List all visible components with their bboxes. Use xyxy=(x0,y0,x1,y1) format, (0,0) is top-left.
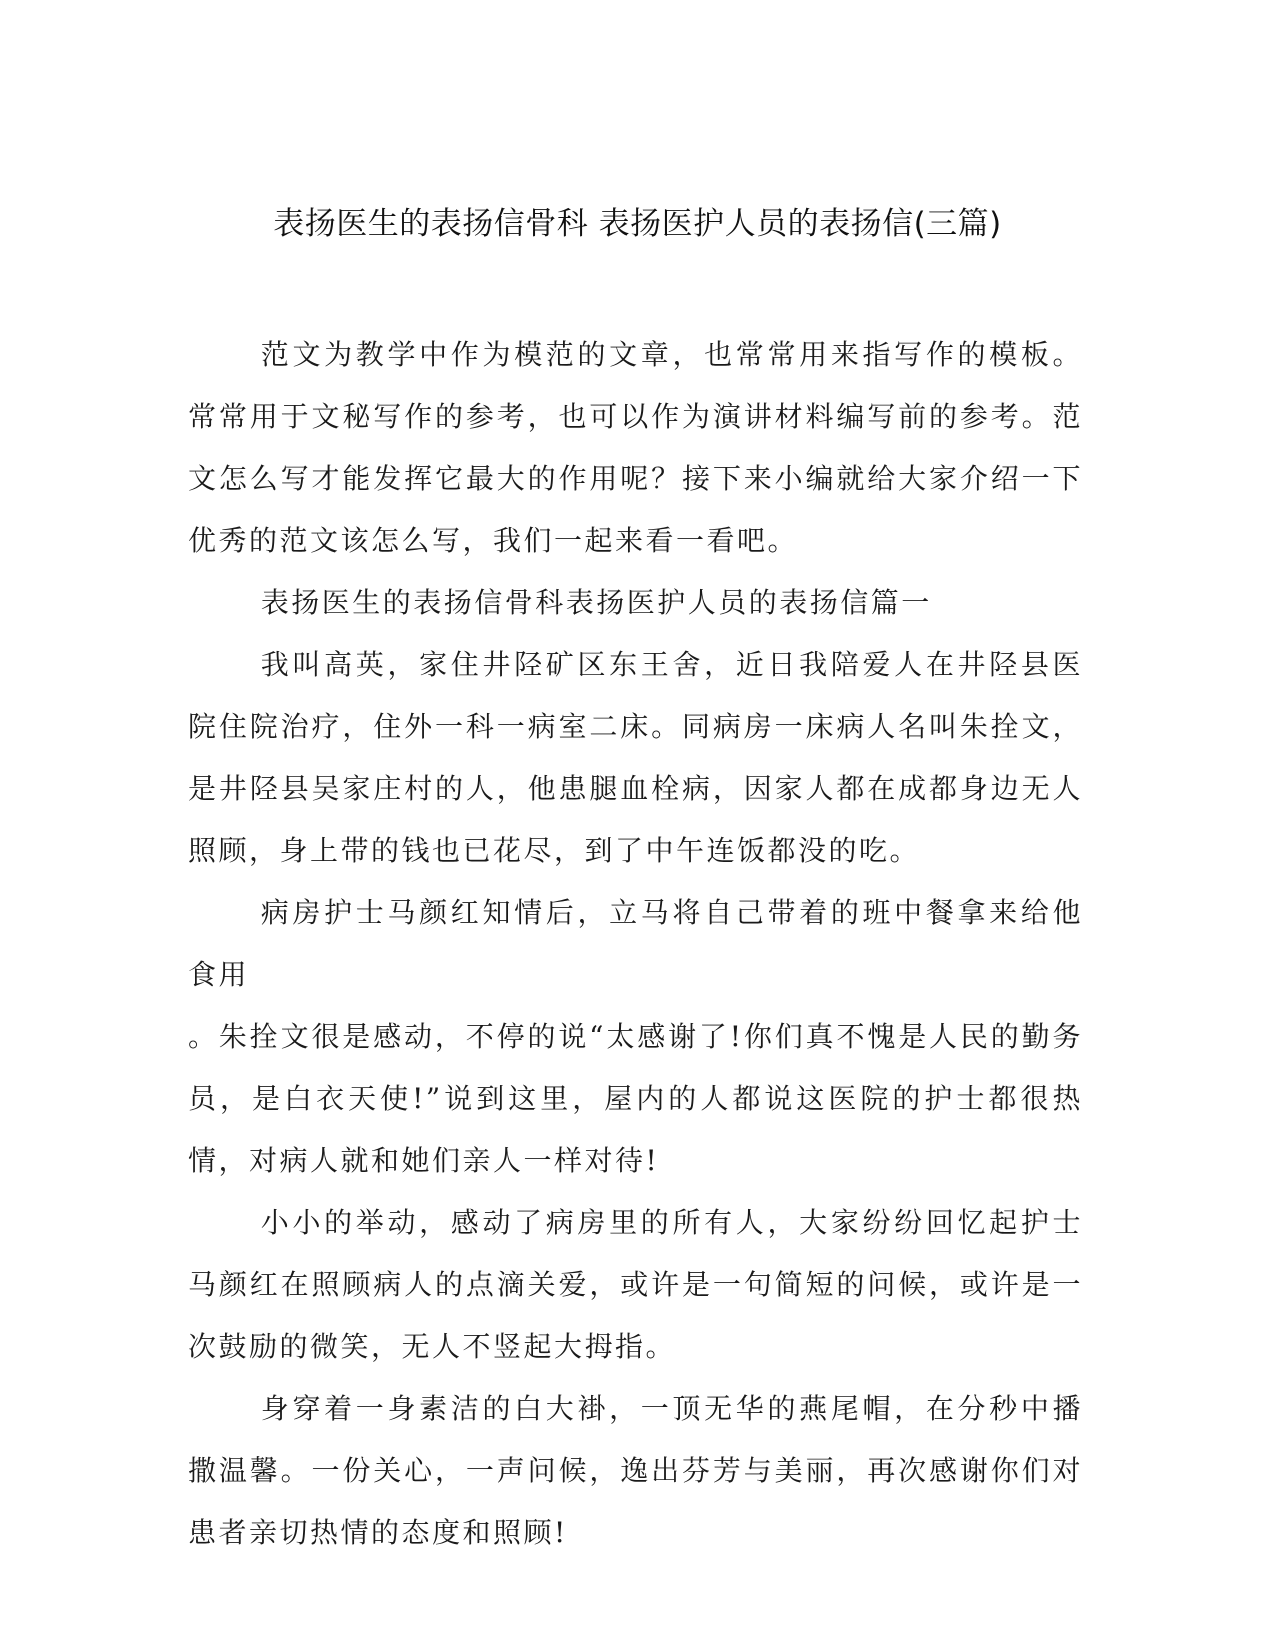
paragraph-section-heading: 表扬医生的表扬信骨科表扬医护人员的表扬信篇一 xyxy=(260,586,932,619)
document-body xyxy=(188,324,1083,1564)
paragraph-letter-1: 我叫高英，家住井陉矿区东王舍，近日我陪爱人在井陉县医院住院治疗，住外一科一病室二床。同病房一床病人名叫朱拴文，是井陉县吴家庄村的人，他患腿血栓病，因家人都在成都身边无人照顾，身上带的钱也已花尽，到了中午连饭都没的吃。 xyxy=(188,648,1083,867)
paragraph-letter-3: 小小的举动，感动了病房里的所有人，大家纷纷回忆起护士马颜红在照顾病人的点滴关爱，或许是一句简短的问候，或许是一次鼓励的微笑，无人不竖起大拇指。 xyxy=(188,1206,1083,1363)
paragraph-intro: 范文为教学中作为模范的文章，也常常用来指写作的模板。常常用于文秘写作的参考，也可以作为演讲材料编写前的参考。范文怎么写才能发挥它最大的作用呢？接下来小编就给大家介绍一下优秀的范文该怎么写，我们一起来看一看吧。 xyxy=(188,338,1083,557)
paragraph-letter-4: 身穿着一身素洁的白大褂，一顶无华的燕尾帽，在分秒中播撒温馨。一份关心，一声问候，逸出芬芳与美丽，再次感谢你们对患者亲切热情的态度和照顾! xyxy=(188,1392,1083,1549)
paragraph-letter-2: 病房护士马颜红知情后，立马将自己带着的班中餐拿来给他食用 。朱拴文很是感动，不停的说“太感谢了!你们真不愧是人民的勤务员，是白衣天使!”说到这里，屋内的人都说这医院的护士都很热情，对病人就和她们亲人一样对待! xyxy=(188,896,1083,1177)
document-title: 表扬医生的表扬信骨科 表扬医护人员的表扬信(三篇) xyxy=(273,206,1002,242)
